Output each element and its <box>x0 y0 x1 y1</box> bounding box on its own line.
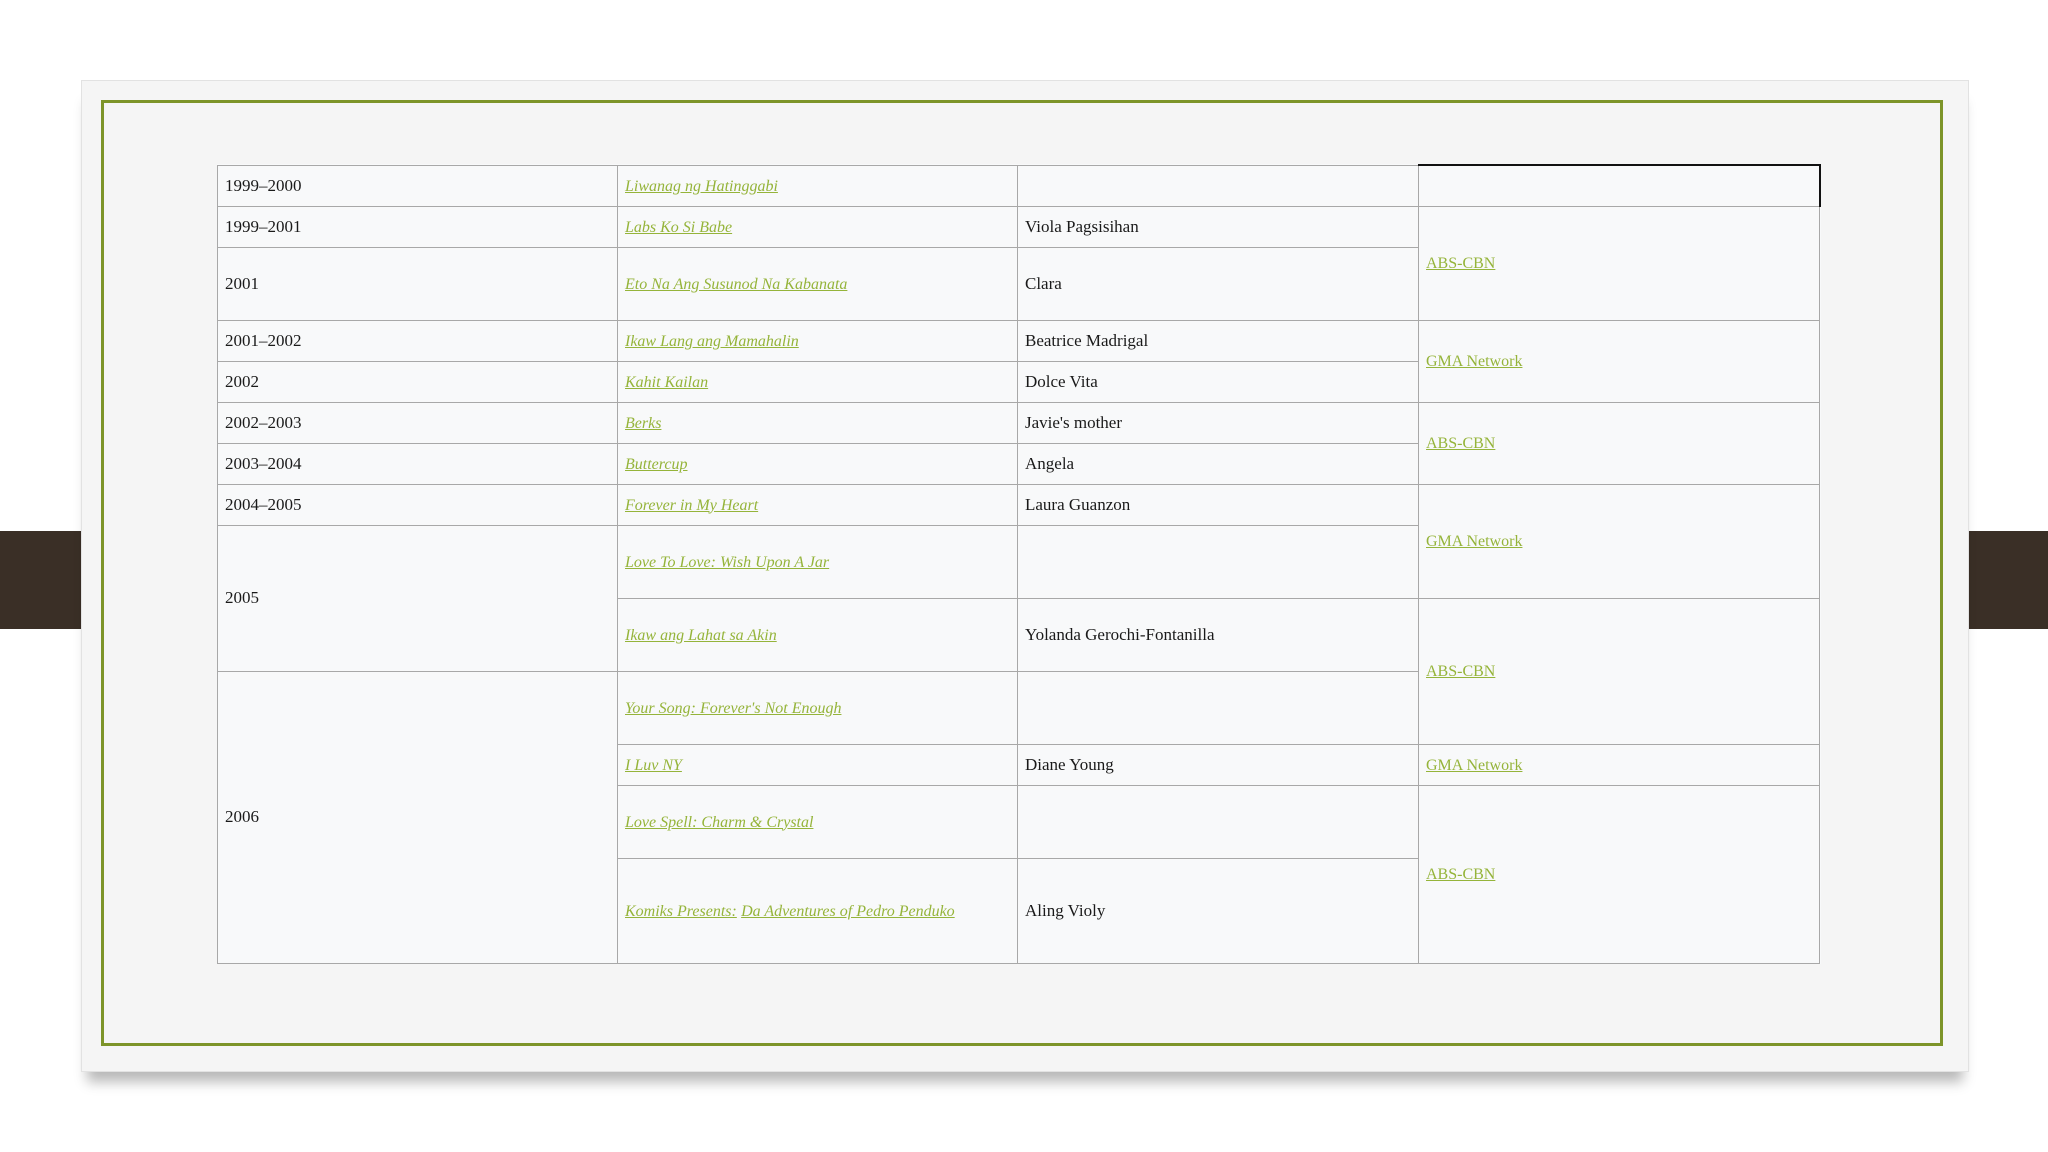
year-cell: 1999–2001 <box>218 206 618 247</box>
title-link[interactable]: Your Song: Forever's Not Enough <box>625 699 842 717</box>
table-row <box>218 320 1820 361</box>
title-link[interactable]: Eto Na Ang Susunod Na Kabanata <box>625 275 848 293</box>
year-cell: 2005 <box>218 525 618 671</box>
network-cell <box>1419 206 1820 320</box>
network-link[interactable]: GMA Network <box>1426 353 1523 370</box>
title-link[interactable]: Berks <box>625 414 662 432</box>
title-cell <box>618 484 1018 525</box>
role-cell <box>1018 671 1419 744</box>
title-link[interactable]: Forever in My Heart <box>625 496 759 514</box>
network-cell <box>1419 785 1820 963</box>
year-cell: 2003–2004 <box>218 443 618 484</box>
network-cell <box>1419 744 1820 785</box>
title-link[interactable]: Liwanag ng Hatinggabi <box>625 177 778 195</box>
table-row <box>218 484 1820 525</box>
title-link[interactable]: I Luv NY <box>625 756 682 774</box>
network-link[interactable]: GMA Network <box>1426 533 1523 550</box>
title-link[interactable]: Love To Love: Wish Upon A Jar <box>625 553 830 571</box>
table-row <box>218 165 1820 206</box>
title-cell <box>618 785 1018 858</box>
title-cell <box>618 525 1018 598</box>
title-link[interactable]: Ikaw Lang ang Mamahalin <box>625 332 799 350</box>
role-cell: Clara <box>1018 247 1419 320</box>
title-cell <box>618 598 1018 671</box>
network-cell <box>1419 402 1820 484</box>
network-cell <box>1419 320 1820 402</box>
role-cell: Dolce Vita <box>1018 361 1419 402</box>
title-cell <box>618 402 1018 443</box>
role-cell <box>1018 525 1419 598</box>
title-cell <box>618 671 1018 744</box>
table-row <box>218 206 1820 247</box>
network-link[interactable]: GMA Network <box>1426 756 1523 774</box>
year-cell: 2001–2002 <box>218 320 618 361</box>
network-link[interactable]: ABS-CBN <box>1426 255 1496 272</box>
network-cell <box>1419 598 1820 744</box>
role-cell: Aling Violy <box>1018 858 1419 963</box>
network-link[interactable]: ABS-CBN <box>1426 435 1496 452</box>
title-link[interactable]: Love Spell: Charm & Crystal <box>625 813 814 831</box>
role-cell <box>1018 785 1419 858</box>
title-link[interactable]: Ikaw ang Lahat sa Akin <box>625 626 777 644</box>
role-cell: Beatrice Madrigal <box>1018 320 1419 361</box>
title-link[interactable]: Kahit Kailan <box>625 373 709 391</box>
network-cell <box>1419 484 1820 598</box>
role-cell: Javie's mother <box>1018 402 1419 443</box>
title-link[interactable]: Buttercup <box>625 455 688 473</box>
title-link[interactable]: Labs Ko Si Babe <box>625 218 733 236</box>
title-cell <box>618 206 1018 247</box>
role-cell: Diane Young <box>1018 744 1419 785</box>
filmography-table <box>217 164 1821 964</box>
table-row <box>218 402 1820 443</box>
year-cell: 2001 <box>218 247 618 320</box>
title-prefix-link[interactable]: Komiks Presents: <box>625 902 737 920</box>
role-cell: Viola Pagsisihan <box>1018 206 1419 247</box>
year-cell: 1999–2000 <box>218 165 618 206</box>
title-link[interactable]: Da Adventures of Pedro Penduko <box>741 902 955 920</box>
year-cell: 2004–2005 <box>218 484 618 525</box>
title-cell <box>618 858 1018 963</box>
year-cell: 2002–2003 <box>218 402 618 443</box>
network-link[interactable]: ABS-CBN <box>1426 663 1496 680</box>
title-cell <box>618 361 1018 402</box>
year-cell: 2006 <box>218 671 618 963</box>
title-cell <box>618 744 1018 785</box>
role-cell: Laura Guanzon <box>1018 484 1419 525</box>
year-cell: 2002 <box>218 361 618 402</box>
network-cell-selected[interactable] <box>1419 165 1820 206</box>
role-cell: Angela <box>1018 443 1419 484</box>
title-cell <box>618 443 1018 484</box>
title-cell <box>618 320 1018 361</box>
title-cell <box>618 247 1018 320</box>
network-link[interactable]: ABS-CBN <box>1426 866 1496 883</box>
title-cell <box>618 165 1018 206</box>
role-cell: Yolanda Gerochi-Fontanilla <box>1018 598 1419 671</box>
role-cell <box>1018 165 1419 206</box>
